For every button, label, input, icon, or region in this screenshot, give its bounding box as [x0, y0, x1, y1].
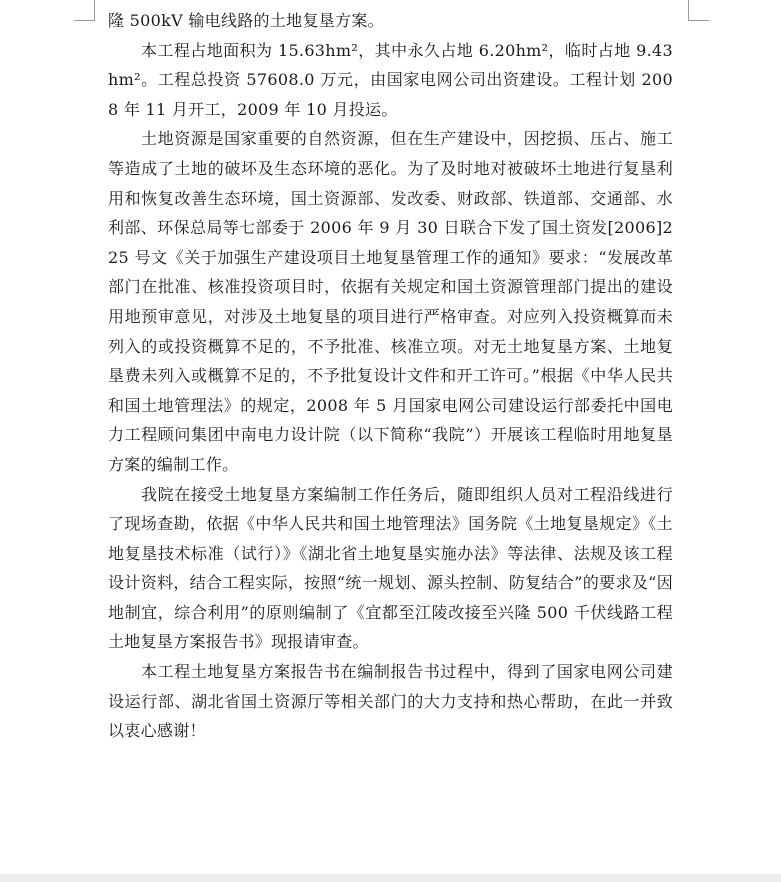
right-margin-corner-mark: [688, 0, 709, 21]
paragraph-land-resources: 土地资源是国家重要的自然资源，但在生产建设中，因挖损、压占、施工等造成了土地的破坏及生态环境的恶化。为了及时地对被破坏土地进行复垦利用和恢复改善生态环境，国土资源部、发改委、财政部、铁道部、交通部、水利部、环保总局等七部委于 2006 年 9 月 30 日联合下发了国土资发[2006]225 号文《关于加强生产建设项目土地复垦管理工作的通知》要求：“发展改革部门在批准、核准投资项目时，依据有关规定和国土资源管理部门提出的建设用地预审意见，对涉及土地复垦的项目进行严格审查。对应列入投资概算而未列入的或投资概算不足的，不予批准、核准立项。对无土地复垦方案、土地复垦费未列入或概算不足的，不予批复设计文件和开工许可。”根据《中华人民共和国土地管理法》的规定，2008 年 5 月国家电网公司建设运行部委托中国电力工程顾问集团中南电力设计院（以下简称“我院”）开展该工程临时用地复垦方案的编制工作。: [108, 129, 673, 474]
document-body: [108, 6, 673, 746]
paragraph-compilation: 我院在接受土地复垦方案编制工作任务后，随即组织人员对工程沿线进行了现场查勘，依据《中华人民共和国土地管理法》国务院《土地复垦规定》《土地复垦技术标准（试行）》《湖北省土地复垦实施办法》等法律、法规及该工程设计资料，结合工程实际，按照“统一规划、源头控制、防复结合”的要求及“因地制宜，综合利用”的原则编制了《宜都至江陵改接至兴隆 500 千伏线路工程土地复垦方案报告书》现报请审查。: [108, 484, 673, 652]
left-margin-corner-mark: [74, 0, 95, 21]
paragraph-project-area: 本工程占地面积为 15.63hm²，其中永久占地 6.20hm²，临时占地 9.43hm²。工程总投资 57608.0 万元，由国家电网公司出资建设。工程计划 2008 年 11 月开工，2009 年 10 月投运。: [108, 40, 673, 119]
paragraph-acknowledgement: 本工程土地复垦方案报告书在编制报告书过程中，得到了国家电网公司建设运行部、湖北省国土资源厅等相关部门的大力支持和热心帮助，在此一并致以衷心感谢！: [108, 662, 673, 741]
page-bottom-edge: [0, 874, 781, 882]
paragraph-continuation: 隆 500kV 输电线路的土地复垦方案。: [108, 11, 384, 30]
